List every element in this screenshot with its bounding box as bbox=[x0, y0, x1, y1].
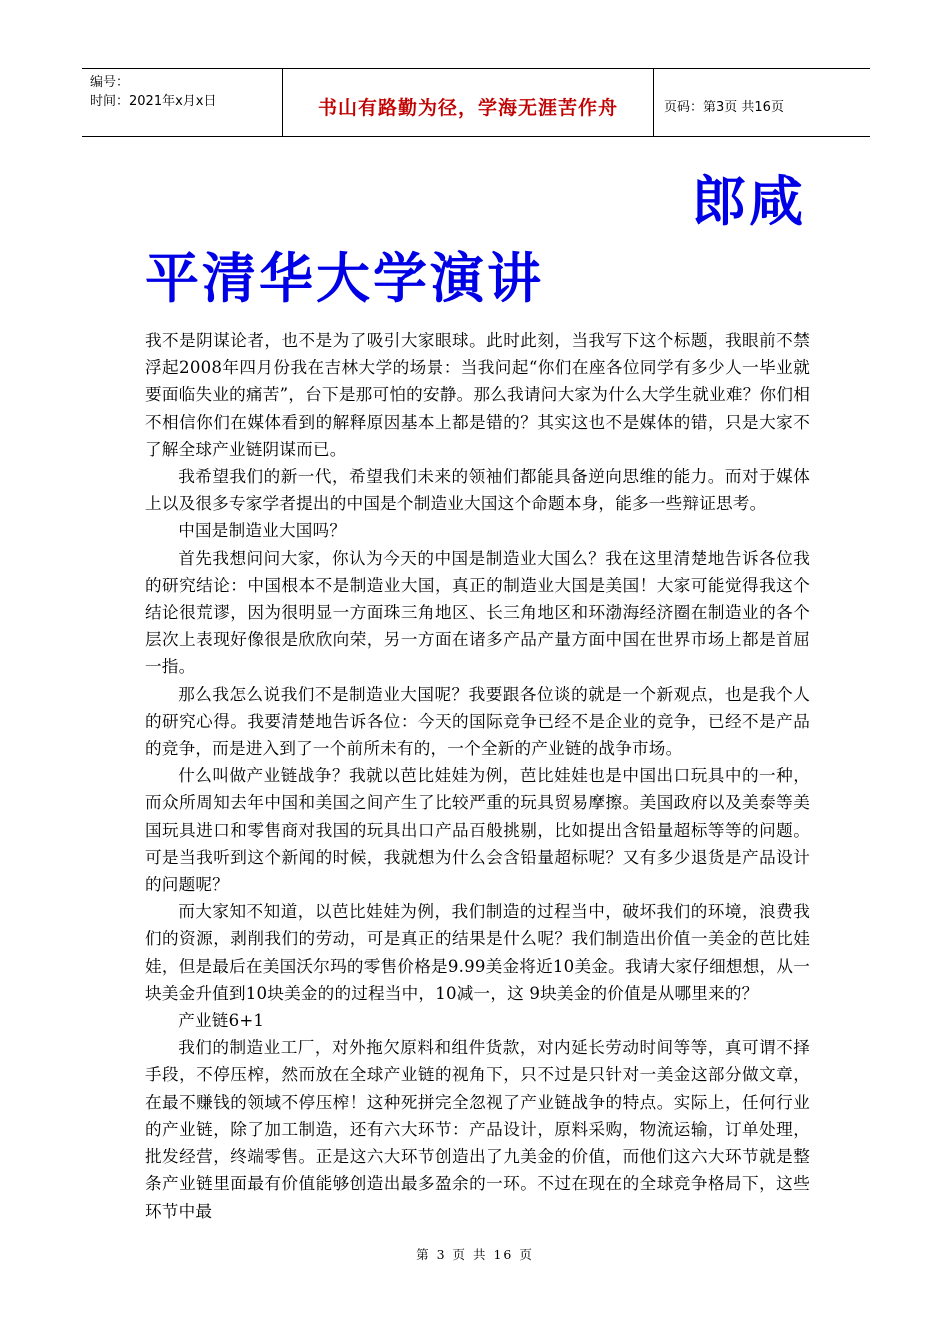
header-motto: 书山有路勤为径，学海无涯苦作舟 bbox=[317, 97, 618, 119]
document-date: 时间：2021年x月x日 bbox=[90, 94, 217, 109]
body-paragraph: 而大家知不知道，以芭比娃娃为例，我们制造的过程当中，破坏我们的环境，浪费我们的资源，剥削我们的劳动，可是真正的结果是什么呢？我们制造出价值一美金的芭比娃娃，但是最后在美国沃尔玛的零售价格是9.99美金将近10美金。我请大家仔细想想，从一块美金升值到10块美金的的过程当中，10减一，这 9块美金的价值是从哪里来的？ bbox=[145, 902, 810, 1003]
header-page-info: 页码：第3页 共16页 bbox=[664, 100, 784, 115]
body-paragraph: 首先我想问问大家，你认为今天的中国是制造业大国么？我在这里清楚地告诉各位我的研究结论：中国根本不是制造业大国，真正的制造业大国是美国！大家可能觉得我这个结论很荒谬，因为很明显一方面珠三角地区、长三角地区和环渤海经济圈在制造业的各个层次上表现好像很是欣欣向荣，另一方面在诸多产品产量方面中国在世界市场上都是首屈一指。 bbox=[145, 548, 810, 677]
section-heading: 中国是制造业大国吗？ bbox=[178, 521, 347, 541]
document-title-line-2: 平清华大学演讲 bbox=[145, 247, 544, 310]
header-page-info-cell bbox=[654, 69, 870, 136]
body-paragraph: 我希望我们的新一代，希望我们未来的领袖们都能具备逆向思维的能力。而对于媒体上以及很多专家学者提出的中国是个制造业大国这个命题本身，能多一些辩证思考。 bbox=[145, 467, 810, 514]
document-number-label: 编号： bbox=[90, 75, 130, 90]
page-header bbox=[82, 68, 870, 137]
body-paragraph: 我们的制造业工厂，对外拖欠原料和组件货款，对内延长劳动时间等等，真可谓不择手段，不停压榨，然而放在全球产业链的视角下，只不过是只针对一美金这部分做文章，在最不赚钱的领域不停压榨！这种死拼完全忽视了产业链战争的特点。实际上，任何行业的产业链，除了加工制造，还有六大环节：产品设计，原料采购，物流运输，订单处理，批发经营，终端零售。正是这六大环节创造出了九美金的价值，而他们这六大环节就是整条产业链里面最有价值能够创造出最多盈余的一环。不过在现在的全球竞争格局下，这些环节中最 bbox=[145, 1038, 810, 1221]
header-meta bbox=[82, 69, 282, 136]
body-paragraph: 我不是阴谋论者，也不是为了吸引大家眼球。此时此刻，当我写下这个标题，我眼前不禁浮起2008年四月份我在吉林大学的场景：当我问起“你们在座各位同学有多少人一毕业就要面临失业的痛苦”，台下是那可怕的安静。那么我请问大家为什么大学生就业难？你们相不相信你们在媒体看到的解释原因基本上都是错的？其实这也不是媒体的错，只是大家不了解全球产业链阴谋而已。 bbox=[145, 331, 810, 459]
body-paragraph: 什么叫做产业链战争？我就以芭比娃娃为例，芭比娃娃也是中国出口玩具中的一种，而众所周知去年中国和美国之间产生了比较严重的玩具贸易摩擦。美国政府以及美泰等美国玩具进口和零售商对我国的玩具出口产品百般挑剔，比如提出含铅量超标等等的问题。可是当我听到这个新闻的时候，我就想为什么会含铅量超标呢？又有多少退货是产品设计的问题呢？ bbox=[145, 766, 810, 895]
document-title-line-1: 郎咸 bbox=[692, 170, 806, 233]
header-motto-cell bbox=[282, 69, 654, 136]
body-paragraph: 那么我怎么说我们不是制造业大国呢？我要跟各位谈的就是一个新观点，也是我个人的研究心得。我要清楚地告诉各位：今天的国际竞争已经不是企业的竞争，已经不是产品的竞争，而是进入到了一个前所未有的，一个全新的产业链的战争市场。 bbox=[145, 684, 810, 759]
page-footer: 第 3 页 共 16 页 bbox=[416, 1247, 534, 1262]
document-body bbox=[145, 327, 810, 1225]
section-heading: 产业链6+1 bbox=[178, 1011, 265, 1031]
